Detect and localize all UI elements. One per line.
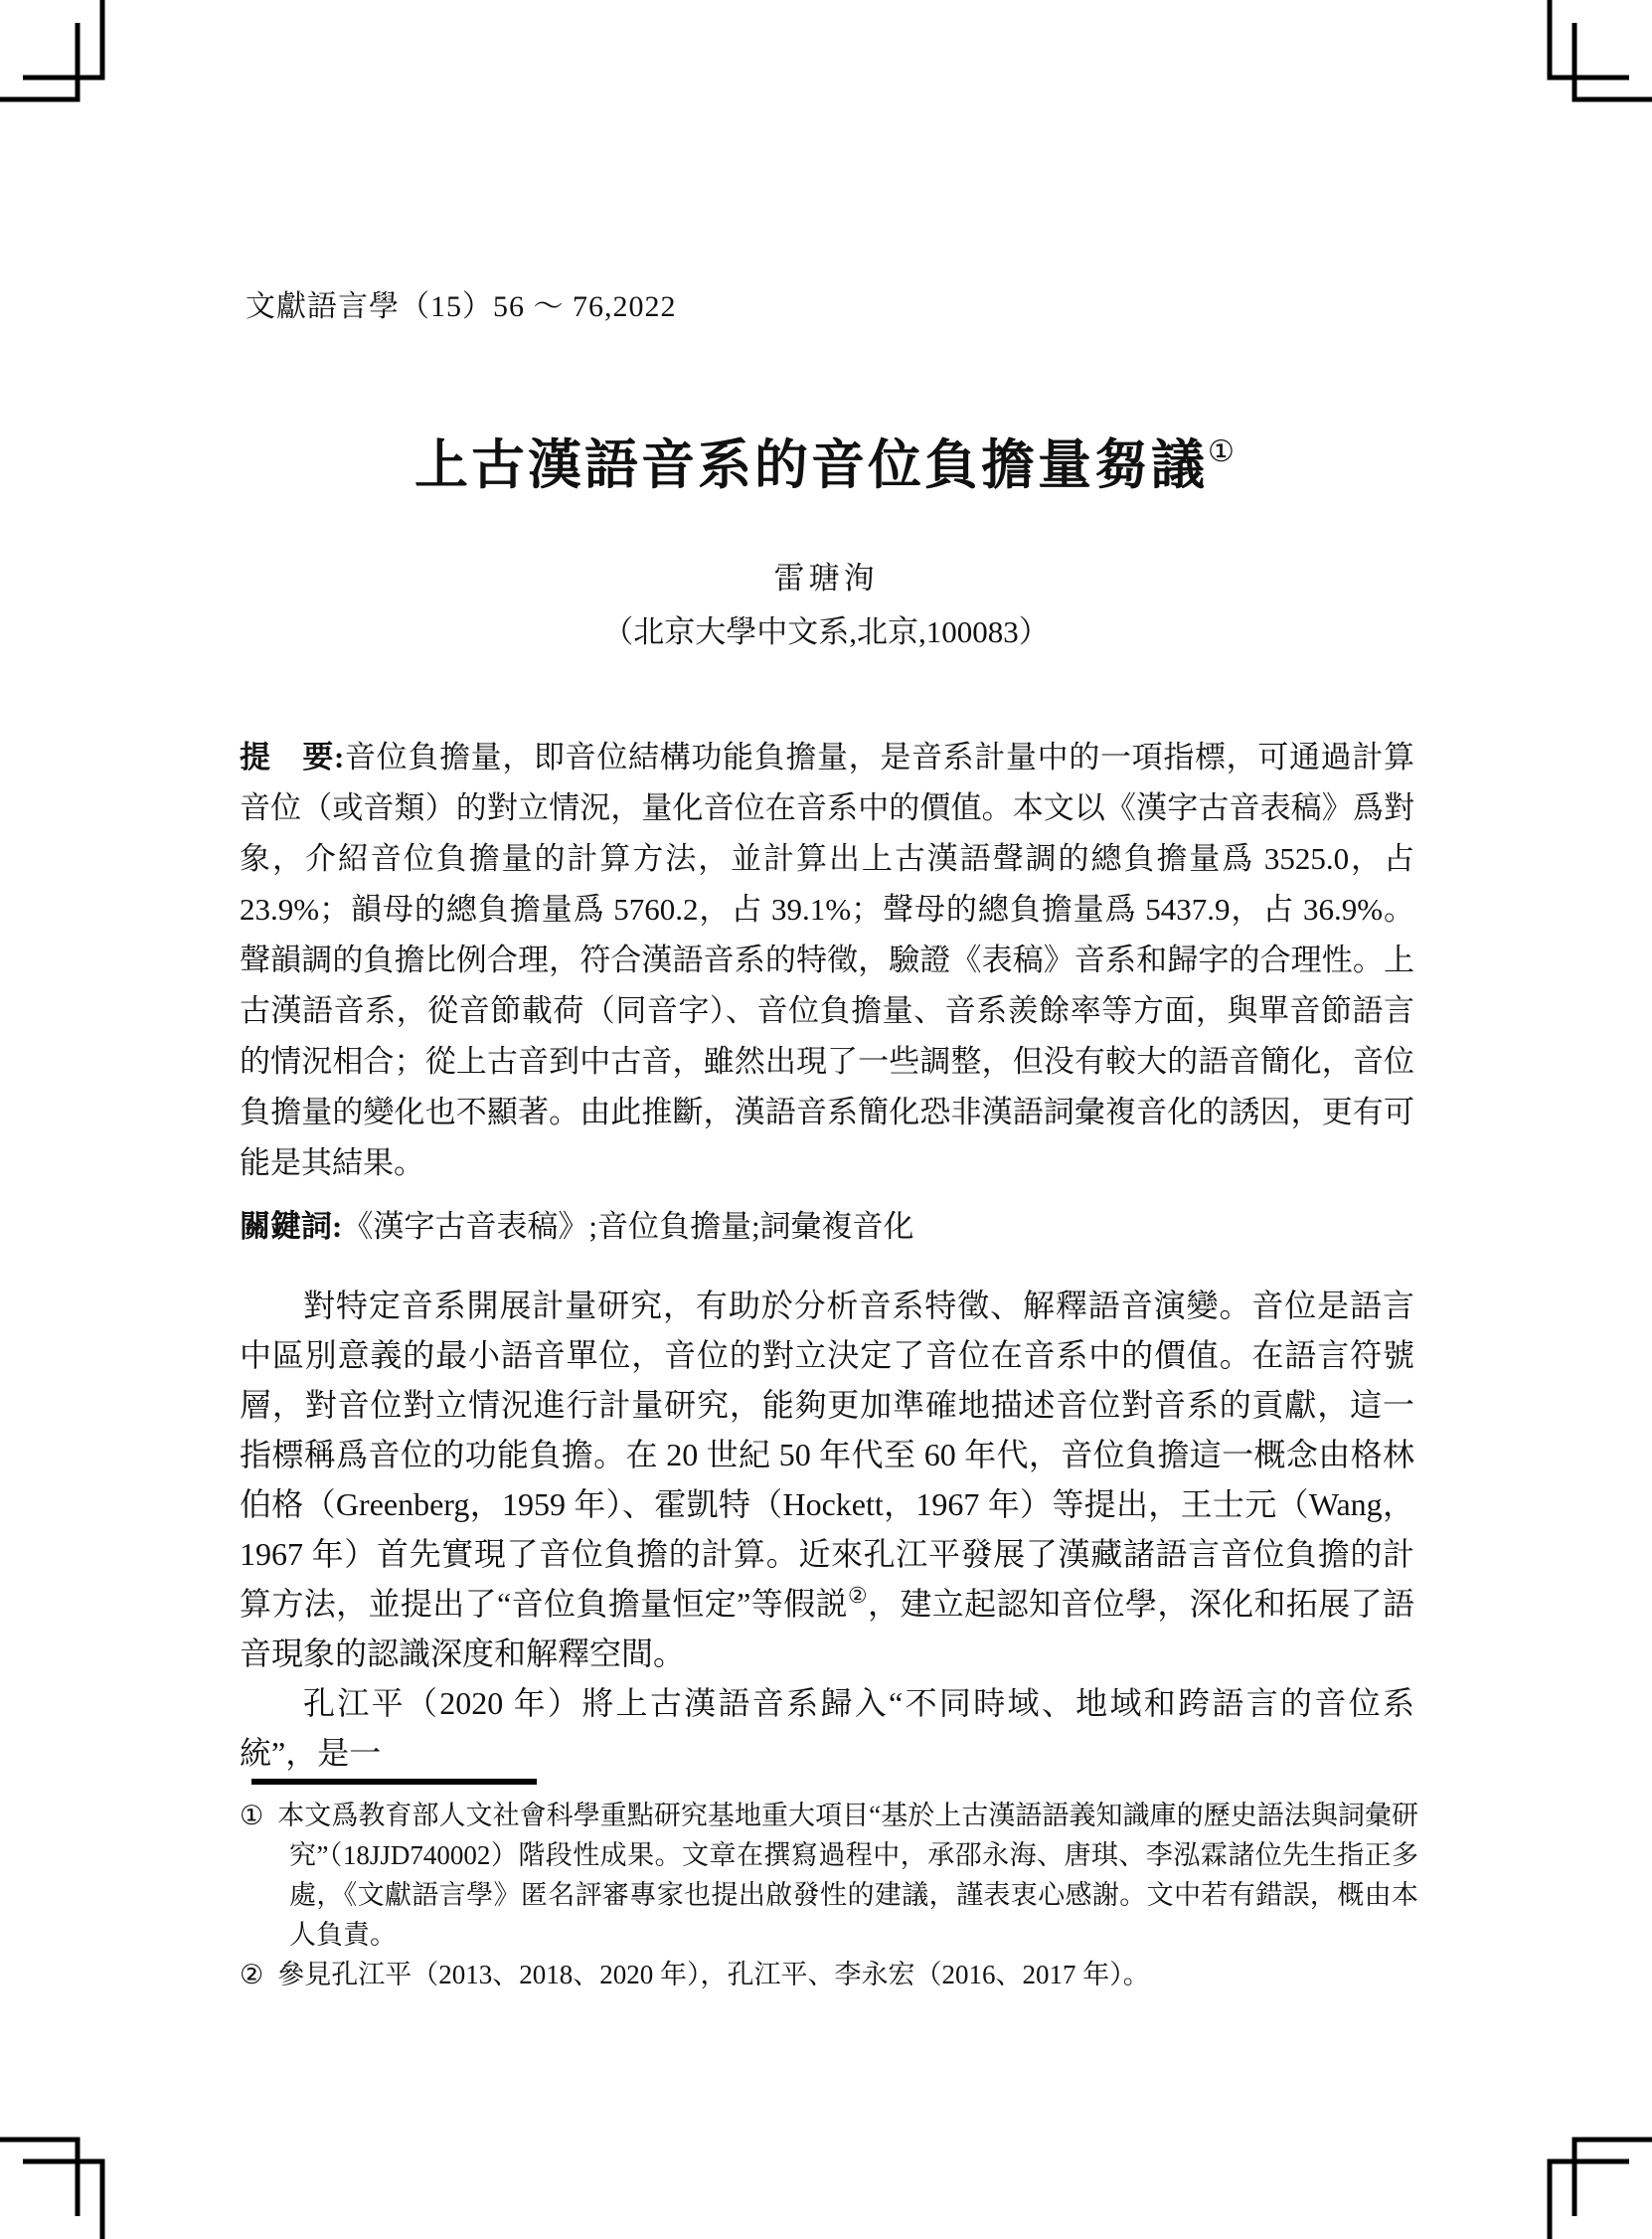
registration-mark-top-left-icon: [0, 0, 109, 109]
body-footnote-marker: ②: [847, 1583, 868, 1608]
footnote-1-marker: ①: [240, 1801, 264, 1830]
keywords-label: 關鍵詞:: [240, 1209, 343, 1244]
body-paragraph-1-continuation: ，建立起認知音位學，深化和拓展了語音現象的認識深度和解釋空間。: [240, 1586, 1414, 1671]
keywords-block: [240, 1204, 1414, 1250]
registration-mark-bottom-left-icon: [0, 2130, 109, 2239]
author-affiliation: （北京大學中文系,北京,100083）: [602, 614, 1050, 649]
body-paragraph-1: [240, 1281, 1414, 1678]
footnote-1: [240, 1796, 1418, 1955]
title-footnote-marker: ①: [1208, 435, 1238, 468]
abstract-text: 音位負擔量，即音位結構功能負擔量，是音系計量中的一項指標，可通過計算音位（或音類）的對立情況，量化音位在音系中的價值。本文以《漢字古音表稿》爲對象，介紹音位負擔量的計算方法，並計算出上古漢語聲調的總負擔量爲 3525.0，占 23.9%；韻母的總負擔量爲 5760.2，占 39.1%；聲母的總負擔量爲 5437.9，占 36.9%。聲韻調的負擔比例合理，符合漢語音系的特徵，驗證《表稿》音系和歸字的合理性。上古漢語音系，從音節載荷（同音字）、音位負擔量、音系羨餘率等方面，與單音節語言的情況相合；從上古音到中古音，雖然出現了一些調整，但没有較大的語音簡化，音位負擔量的變化也不顯著。由此推斷，漢語音系簡化恐非漢語詞彙複音化的誘因，更有可能是其結果。: [240, 740, 1414, 1180]
paper-title: [0, 423, 1652, 499]
footnote-separator-rule: [251, 1779, 537, 1785]
abstract-label: 提 要:: [240, 740, 345, 775]
footnote-2: [240, 1955, 1418, 1994]
journal-citation-line: 文獻語言學（15）56 ～ 76,2022: [246, 290, 677, 323]
body-text: [240, 1281, 1414, 1778]
footnote-1-text: 本文爲教育部人文社會科學重點研究基地重大項目“基於上古漢語語義知識庫的歷史語法與詞彙研究”（18JJD740002）階段性成果。文章在撰寫過程中，承邵永海、唐琪、李泓霖諸位先生指正多處，《文獻語言學》匿名評審專家也提出啟發性的建議，謹表衷心感謝。文中若有錯誤，概由本人負責。: [277, 1801, 1418, 1950]
registration-mark-bottom-right-icon: [1543, 2130, 1652, 2239]
footnote-2-text: 參見孔江平（2013、2018、2020 年），孔江平、李永宏（2016、2017 年）。: [277, 1960, 1150, 1989]
paper-title-text: 上古漢語音系的音位負擔量芻議: [414, 435, 1209, 495]
abstract-block: [240, 732, 1414, 1188]
keywords-text: 《漢字古音表稿》;音位負擔量;詞彙複音化: [342, 1209, 914, 1244]
footnotes-block: [240, 1796, 1418, 1994]
body-paragraph-1-text: 對特定音系開展計量研究，有助於分析音系特徵、解釋語音演變。音位是語言中區別意義的最小語音單位，音位的對立決定了音位在音系中的價值。在語言符號層，對音位對立情況進行計量研究，能夠更加準確地描述音位對音系的貢獻，這一指標稱爲音位的功能負擔。在 20 世紀 50 年代至 60 年代，音位負擔這一概念由格林伯格（Greenberg，1959 年）、霍凱特（Hockett，1967 年）等提出，王士元（Wang，1967 年）首先實現了音位負擔的計算。近來孔江平發展了漢藏諸語言音位負擔的計算方法，並提出了“音位負擔量恒定”等假説: [240, 1288, 1414, 1622]
author-name: 雷瑭洵: [773, 561, 879, 596]
footnote-2-marker: ②: [240, 1960, 264, 1989]
body-paragraph-2: 孔江平（2020 年）將上古漢語音系歸入“不同時域、地域和跨語言的音位系統”，是一: [240, 1685, 1414, 1771]
registration-mark-top-right-icon: [1543, 0, 1652, 109]
